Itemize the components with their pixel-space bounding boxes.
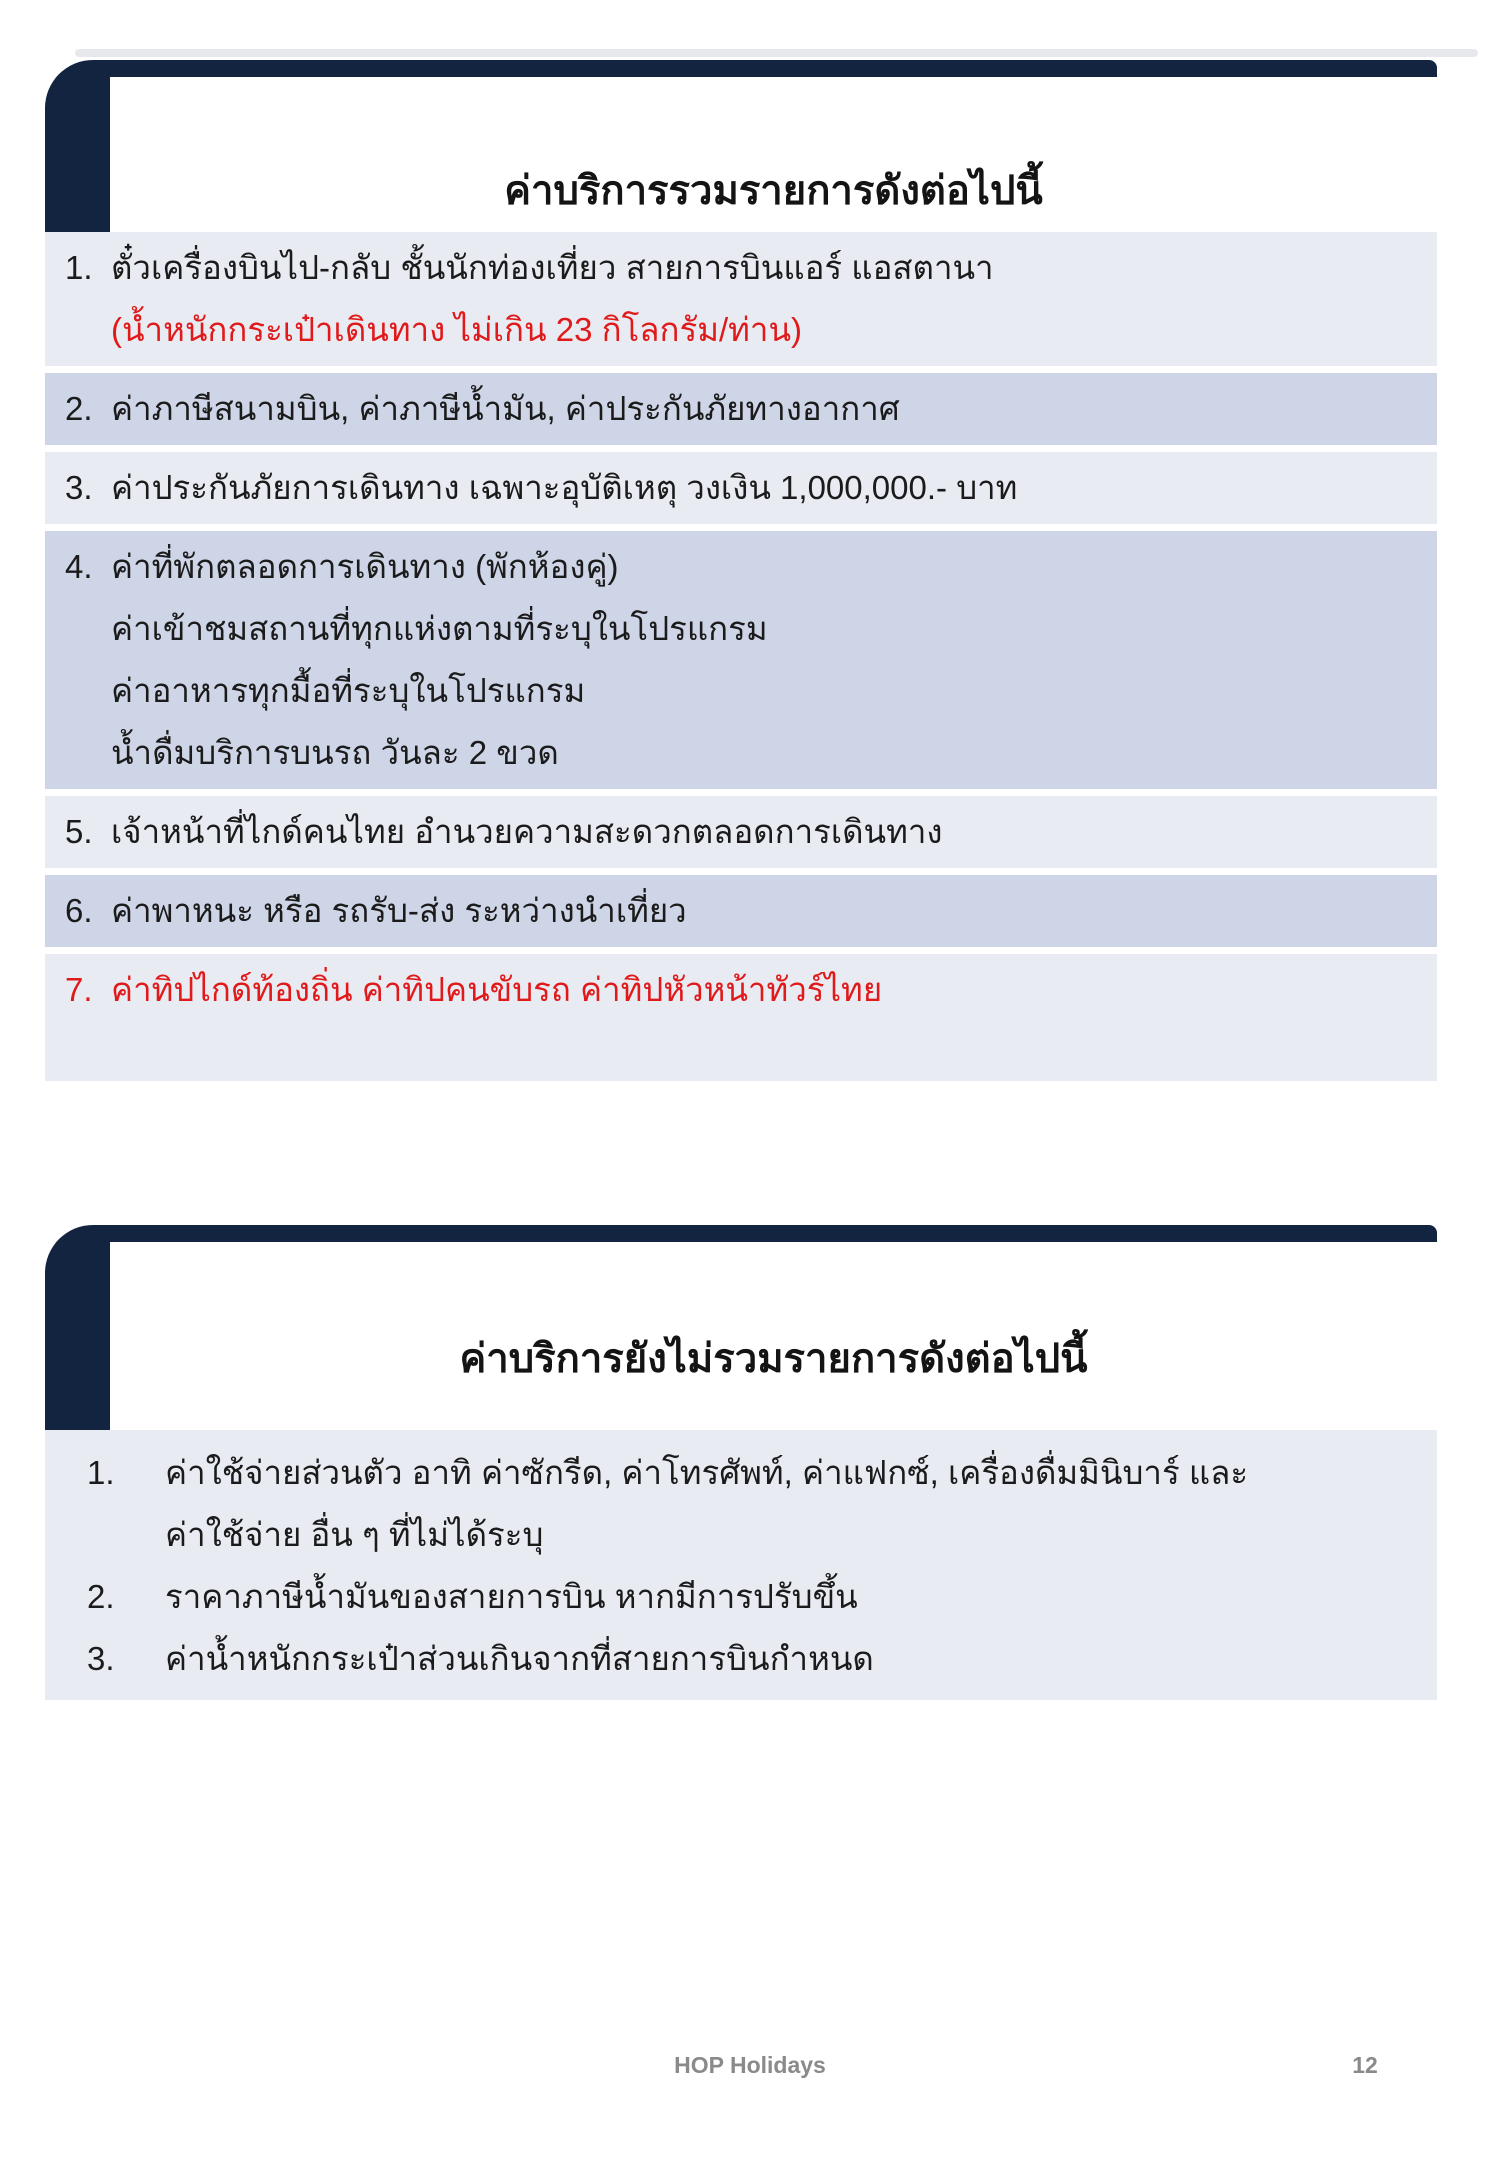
item-text: ค่าพาหนะ หรือ รถรับ-ส่ง ระหว่างนำเที่ยว (111, 892, 687, 929)
excluded-list (45, 1430, 1437, 1700)
included-section-title: ค่าบริการรวมรายการดังต่อไปนี้ (504, 169, 1043, 213)
included-item-row-7 (45, 954, 1437, 1081)
included-item-row-3 (45, 452, 1437, 524)
section-services-included (45, 60, 1437, 1088)
included-item-row-6 (45, 875, 1437, 947)
item-lines (165, 1628, 1417, 1690)
item-text: ค่าประกันภัยการเดินทาง เฉพาะอุบัติเหตุ วงเงิน 1,000,000.- บาท (111, 469, 1018, 506)
footer-page-number: 12 (1352, 2052, 1378, 2078)
item-text: ค่าเข้าชมสถานที่ทุกแห่งตามที่ระบุในโปรแกรม (111, 610, 768, 647)
footer-brand: HOP Holidays (674, 2052, 826, 2078)
item-lines (111, 536, 1417, 784)
included-item-row-2 (45, 373, 1437, 445)
included-item-row-4 (45, 531, 1437, 789)
item-lines (111, 457, 1417, 519)
item-number: 3. (87, 1640, 115, 1677)
item-number: 6. (65, 892, 93, 929)
item-text: น้ำดื่มบริการบนรถ วันละ 2 ขวด (111, 734, 559, 771)
item-number: 5. (65, 813, 93, 850)
item-number: 2. (87, 1578, 115, 1615)
excluded-header-inner (110, 1242, 1437, 1430)
item-text: ค่าใช้จ่าย อื่น ๆ ที่ไม่ได้ระบุ (165, 1516, 544, 1553)
item-lines (111, 237, 1417, 361)
excluded-item-row-2 (87, 1566, 1417, 1628)
excluded-header-frame (45, 1225, 1437, 1430)
excluded-section-title: ค่าบริการยังไม่รวมรายการดังต่อไปนี้ (459, 1337, 1088, 1381)
excluded-item-row-1 (87, 1442, 1417, 1566)
item-lines (111, 880, 1417, 942)
item-text: ค่าอาหารทุกมื้อที่ระบุในโปรแกรม (111, 672, 586, 709)
item-text: ค่าที่พักตลอดการเดินทาง (พักห้องคู่) (111, 548, 619, 585)
item-text: ค่าภาษีสนามบิน, ค่าภาษีน้ำมัน, ค่าประกันภัยทางอากาศ (111, 390, 900, 427)
item-number: 2. (65, 390, 93, 427)
item-lines (111, 801, 1417, 863)
top-divider (75, 49, 1478, 57)
item-text: ค่าน้ำหนักกระเป๋าส่วนเกินจากที่สายการบินกำหนด (165, 1640, 874, 1677)
item-number: 7. (65, 971, 93, 1008)
section-services-excluded (45, 1225, 1437, 1700)
excluded-item-row-3 (87, 1628, 1417, 1690)
item-text: ค่าใช้จ่ายส่วนตัว อาทิ ค่าซักรีด, ค่าโทรศัพท์, ค่าแฟกซ์, เครื่องดื่มมินิบาร์ และ (165, 1454, 1249, 1491)
included-header-inner (110, 77, 1437, 232)
item-lines (111, 378, 1417, 440)
item-text: ราคาภาษีน้ำมันของสายการบิน หากมีการปรับขึ้น (165, 1578, 858, 1615)
included-item-row-1 (45, 232, 1437, 366)
item-lines (165, 1566, 1417, 1628)
included-item-row-5 (45, 796, 1437, 868)
item-number: 3. (65, 469, 93, 506)
item-number: 1. (87, 1454, 115, 1491)
included-header-frame (45, 60, 1437, 232)
item-text-tips: ค่าทิปไกด์ท้องถิ่น ค่าทิปคนขับรถ ค่าทิปหัวหน้าทัวร์ไทย (111, 971, 883, 1008)
item-lines (111, 959, 1417, 1021)
item-text: เจ้าหน้าที่ไกด์คนไทย อำนวยความสะดวกตลอดการเดินทาง (111, 813, 943, 850)
item-number: 4. (65, 548, 93, 585)
item-number: 1. (65, 249, 93, 286)
item-lines (165, 1442, 1417, 1566)
item-text: ตั๋วเครื่องบินไป-กลับ ชั้นนักท่องเที่ยว สายการบินแอร์ แอสตานา (111, 249, 994, 286)
item-text-baggage-note: (น้ำหนักกระเป๋าเดินทาง ไม่เกิน 23 กิโลกรัม/ท่าน) (111, 311, 802, 348)
